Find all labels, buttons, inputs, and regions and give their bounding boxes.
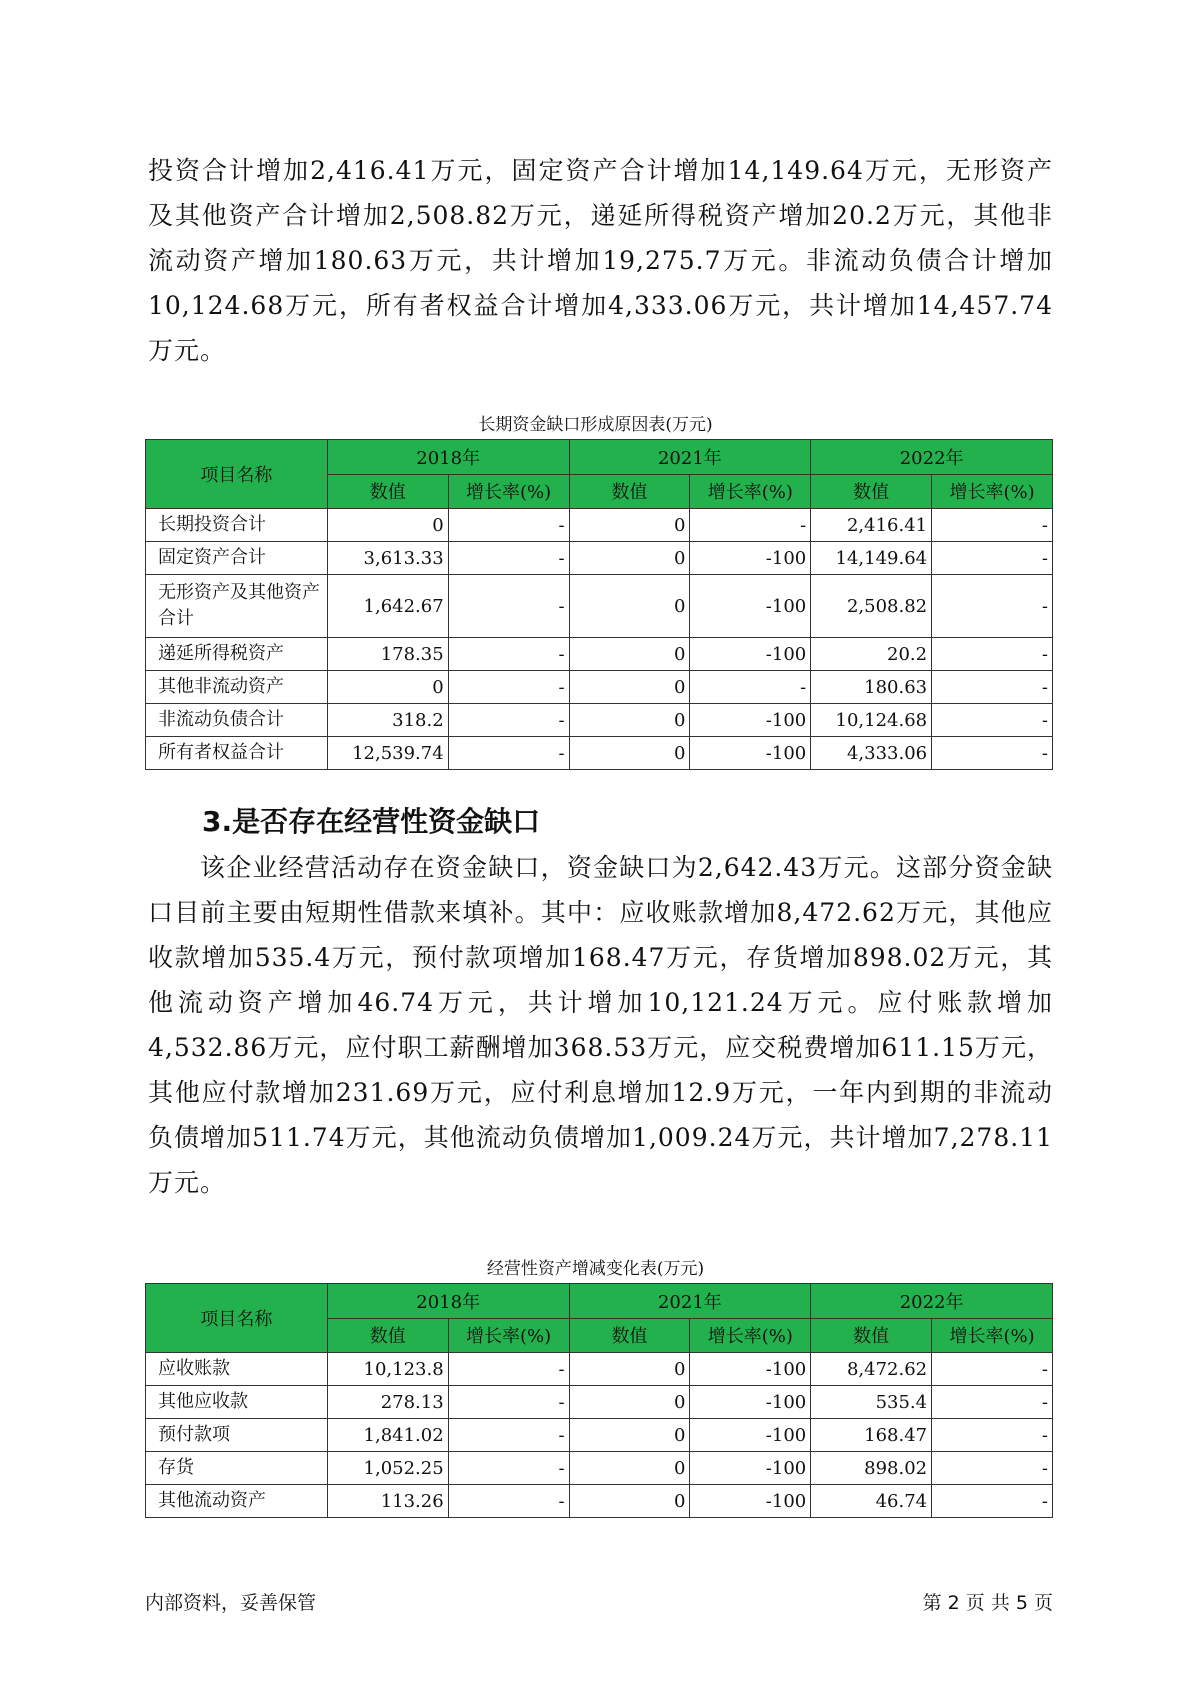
table-row [146,575,1053,638]
growth-cell: - [932,704,1053,737]
column-header-growth: 增长率(%) [690,1318,811,1353]
table-row [146,737,1053,770]
growth-cell: -100 [690,1419,811,1452]
column-header-value: 数值 [811,474,932,509]
value-cell: 2,508.82 [811,575,932,638]
growth-cell: - [448,671,569,704]
growth-cell: - [932,1386,1053,1419]
growth-cell: - [448,1353,569,1386]
row-label: 长期投资合计 [146,509,328,542]
table-row [146,671,1053,704]
growth-cell: - [448,1386,569,1419]
growth-cell: - [448,737,569,770]
table-row [146,638,1053,671]
growth-cell: - [448,575,569,638]
value-cell: 10,124.68 [811,704,932,737]
value-cell: 898.02 [811,1452,932,1485]
growth-cell: - [932,1452,1053,1485]
growth-cell: -100 [690,737,811,770]
value-cell: 0 [569,1386,690,1419]
table-row [146,1452,1053,1485]
growth-cell: - [932,575,1053,638]
value-cell: 0 [569,638,690,671]
value-cell: 0 [569,509,690,542]
growth-cell: -100 [690,638,811,671]
column-header-year: 2021年 [569,440,811,475]
row-label: 应收账款 [146,1353,328,1386]
table-row [146,1353,1053,1386]
column-header-item-name: 项目名称 [146,440,328,509]
growth-cell: -100 [690,575,811,638]
growth-cell: -100 [690,704,811,737]
row-label: 预付款项 [146,1419,328,1452]
row-label: 其他应收款 [146,1386,328,1419]
column-header-item-name: 项目名称 [146,1284,328,1353]
value-cell: 0 [569,1419,690,1452]
table-row [146,509,1053,542]
body-paragraph-1: 投资合计增加2,416.41万元，固定资产合计增加14,149.64万元，无形资产及其他资产合计增加2,508.82万元，递延所得税资产增加20.2万元，其他非流动资产增加180.63万元，共计增加19,275.7万元。非流动负债合计增加10,124.68万元，所有者权益合计增加4,333.06万元，共计增加14,457.74万元。 [148,156,1053,365]
value-cell: 4,333.06 [811,737,932,770]
value-cell: 3,613.33 [327,542,448,575]
column-header-year: 2021年 [569,1284,811,1319]
value-cell: 278.13 [327,1386,448,1419]
value-cell: 1,841.02 [327,1419,448,1452]
value-cell: 0 [569,1353,690,1386]
growth-cell: -100 [690,542,811,575]
growth-cell: -100 [690,1485,811,1518]
column-header-value: 数值 [569,1318,690,1353]
value-cell: 0 [327,509,448,542]
value-cell: 0 [569,575,690,638]
value-cell: 8,472.62 [811,1353,932,1386]
growth-cell: - [448,1419,569,1452]
row-label: 其他非流动资产 [146,671,328,704]
growth-cell: -100 [690,1386,811,1419]
value-cell: 113.26 [327,1485,448,1518]
growth-cell: - [932,1485,1053,1518]
growth-cell: - [448,704,569,737]
value-cell: 0 [569,1485,690,1518]
value-cell: 1,642.67 [327,575,448,638]
value-cell: 20.2 [811,638,932,671]
row-label: 所有者权益合计 [146,737,328,770]
growth-cell: - [932,542,1053,575]
column-header-value: 数值 [811,1318,932,1353]
column-header-year: 2022年 [811,1284,1053,1319]
column-header-year: 2018年 [327,1284,569,1319]
row-label: 存货 [146,1452,328,1485]
column-header-growth: 增长率(%) [690,474,811,509]
row-label: 递延所得税资产 [146,638,328,671]
growth-cell: - [932,1353,1053,1386]
column-header-growth: 增长率(%) [448,474,569,509]
column-header-growth: 增长率(%) [932,1318,1053,1353]
growth-cell: - [448,509,569,542]
growth-cell: - [932,1419,1053,1452]
value-cell: 14,149.64 [811,542,932,575]
table-row [146,1419,1053,1452]
value-cell: 10,123.8 [327,1353,448,1386]
growth-cell: - [932,638,1053,671]
value-cell: 0 [569,704,690,737]
footer-confidential-note: 内部资料，妥善保管 [145,1592,317,1614]
value-cell: 178.35 [327,638,448,671]
growth-cell: -100 [690,1452,811,1485]
column-header-value: 数值 [327,474,448,509]
table-row [146,1485,1053,1518]
column-header-year: 2022年 [811,440,1053,475]
operating-assets-table [145,1283,1053,1518]
column-header-value: 数值 [569,474,690,509]
value-cell: 0 [569,737,690,770]
value-cell: 2,416.41 [811,509,932,542]
growth-cell: - [448,1485,569,1518]
row-label: 其他流动资产 [146,1485,328,1518]
footer-page-number: 第 2 页 共 5 页 [922,1592,1053,1614]
row-label: 非流动负债合计 [146,704,328,737]
table-row [146,704,1053,737]
growth-cell: - [932,737,1053,770]
value-cell: 535.4 [811,1386,932,1419]
body-paragraph-2: 该企业经营活动存在资金缺口，资金缺口为2,642.43万元。这部分资金缺口目前主要由短期性借款来填补。其中：应收账款增加8,472.62万元，其他应收款增加535.4万元，预付款项增加168.47万元，存货增加898.02万元，其他流动资产增加46.74万元，共计增加10,121.24万元。应付账款增加4,532.86万元，应付职工薪酬增加368.53万元，应交税费增加611.15万元，其他应付款增加231.69万元，应付利息增加12.9万元，一年内到期的非流动负债增加511.74万元，其他流动负债增加1,009.24万元，共计增加7,278.11万元。 [148,853,1053,1197]
growth-cell: - [690,509,811,542]
column-header-growth: 增长率(%) [932,474,1053,509]
table-caption-long-term: 长期资金缺口形成原因表(万元) [478,415,713,435]
growth-cell: - [932,671,1053,704]
value-cell: 46.74 [811,1485,932,1518]
value-cell: 1,052.25 [327,1452,448,1485]
value-cell: 168.47 [811,1419,932,1452]
column-header-value: 数值 [327,1318,448,1353]
value-cell: 0 [569,671,690,704]
growth-cell: - [448,638,569,671]
growth-cell: - [932,509,1053,542]
column-header-year: 2018年 [327,440,569,475]
value-cell: 12,539.74 [327,737,448,770]
value-cell: 0 [569,1452,690,1485]
value-cell: 0 [327,671,448,704]
row-label: 固定资产合计 [146,542,328,575]
value-cell: 180.63 [811,671,932,704]
column-header-growth: 增长率(%) [448,1318,569,1353]
long-term-gap-table [145,439,1053,770]
growth-cell: - [448,542,569,575]
value-cell: 0 [569,542,690,575]
growth-cell: - [448,1452,569,1485]
value-cell: 318.2 [327,704,448,737]
table-row [146,1386,1053,1419]
row-label: 无形资产及其他资产合计 [146,575,328,638]
growth-cell: - [690,671,811,704]
growth-cell: -100 [690,1353,811,1386]
table-row [146,542,1053,575]
table-caption-operating: 经营性资产增减变化表(万元) [486,1259,705,1279]
section-heading: 3.是否存在经营性资金缺口 [202,805,541,838]
